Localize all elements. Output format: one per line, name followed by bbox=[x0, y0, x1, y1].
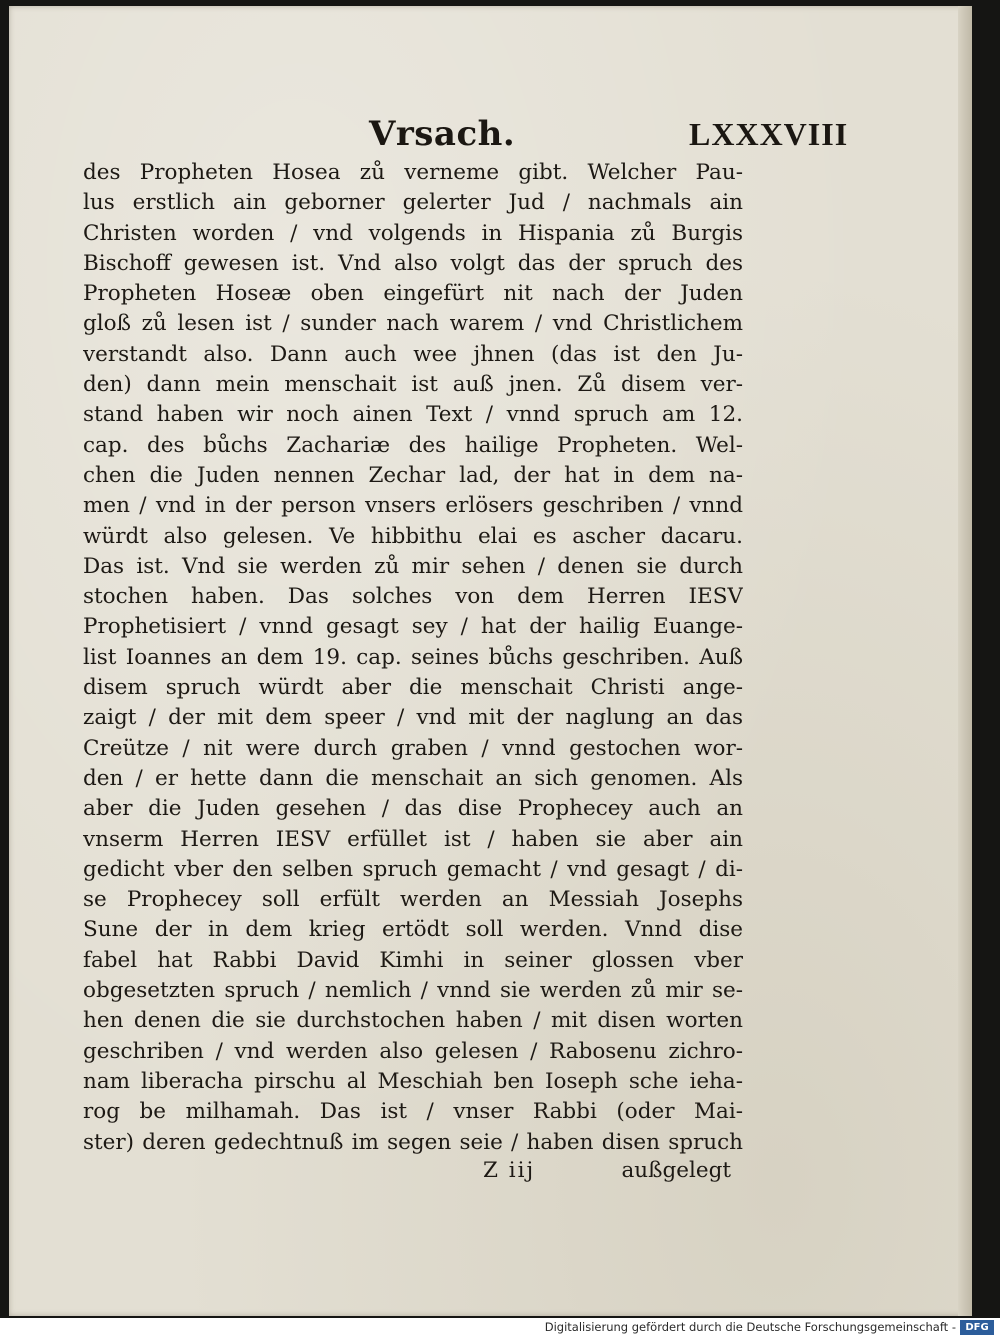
text-line: aber die Juden gesehen / das dise Prophecey auch an bbox=[83, 796, 743, 822]
text-line: stand haben wir noch ainen Text / vnnd spruch am 12. bbox=[83, 402, 743, 428]
text-line: Creütze / nit were durch graben / vnnd gestochen wor- bbox=[83, 735, 743, 761]
text-line: nam liberacha pirschu al Meschiah ben Ioseph sche ieha- bbox=[83, 1068, 743, 1094]
text-line: list Ioannes an dem 19. cap. seines bůchs geschriben. Auß bbox=[83, 644, 743, 670]
body-text bbox=[83, 158, 743, 1158]
text-line: gedicht vber den selben spruch gemacht / vnd gesagt / di- bbox=[83, 856, 743, 882]
text-line: disem spruch würdt aber die menschait Christi ange- bbox=[83, 675, 743, 701]
text-line: Bischoff gewesen ist. Vnd also volgt das der spruch des bbox=[83, 250, 743, 276]
text-line: se Prophecey soll erfült werden an Messiah Josephs bbox=[83, 887, 743, 913]
dfg-logo-icon: DFG bbox=[960, 1320, 994, 1335]
running-head bbox=[9, 114, 972, 158]
text-line: den) dann mein menschait ist auß jnen. Zů disem ver- bbox=[83, 372, 743, 398]
text-line: Das ist. Vnd sie werden zů mir sehen / denen sie durch bbox=[83, 553, 743, 579]
signature-line bbox=[83, 1158, 743, 1190]
text-line: Propheten Hoseæ oben eingefürt nit nach der Juden bbox=[83, 281, 743, 307]
text-line: ster) deren gedechtnuß im segen seie / haben disen spruch bbox=[83, 1129, 743, 1155]
text-line: Sune der in dem krieg ertödt soll werden. Vnnd dise bbox=[83, 917, 743, 943]
text-line: gloß zů lesen ist / sunder nach warem / vnd Christlichem bbox=[83, 311, 743, 337]
text-line: würdt also gelesen. Ve hibbithu elai es ascher dacaru. bbox=[83, 523, 743, 549]
text-line: fabel hat Rabbi David Kimhi in seiner glossen vber bbox=[83, 947, 743, 973]
text-line: Prophetisiert / vnnd gesagt sey / hat der hailig Euange- bbox=[83, 614, 743, 640]
text-line: zaigt / der mit dem speer / vnd mit der naglung an das bbox=[83, 705, 743, 731]
running-title: Vrsach. bbox=[369, 114, 516, 154]
text-line: stochen haben. Das solches von dem Herren IESV bbox=[83, 584, 743, 610]
text-line: des Propheten Hosea zů verneme gibt. Welcher Pau- bbox=[83, 160, 743, 185]
footer-credit: Digitalisierung gefördert durch die Deutsche Forschungsgemeinschaft - bbox=[544, 1320, 956, 1334]
text-line: hen denen die sie durchstochen haben / mit disen worten bbox=[83, 1008, 743, 1034]
text-line: rog be milhamah. Das ist / vnser Rabbi (oder Mai- bbox=[83, 1099, 743, 1125]
catchword: außgelegt bbox=[621, 1158, 731, 1183]
digitization-footer bbox=[0, 1318, 1000, 1338]
page-edge bbox=[958, 6, 972, 1316]
text-line: geschriben / vnd werden also gelesen / Rabosenu zichro- bbox=[83, 1038, 743, 1064]
text-line: men / vnd in der person vnsers erlösers geschriben / vnnd bbox=[83, 493, 743, 519]
signature-mark: Z iij bbox=[483, 1158, 536, 1183]
text-line: verstandt also. Dann auch wee jhnen (das ist den Ju- bbox=[83, 341, 743, 367]
text-line: den / er hette dann die menschait an sich genomen. Als bbox=[83, 765, 743, 791]
text-line: lus erstlich ain geborner gelerter Jud / nachmals ain bbox=[83, 190, 743, 216]
text-line: cap. des bůchs Zachariæ des hailige Propheten. Wel- bbox=[83, 432, 743, 458]
text-line: chen die Juden nennen Zechar lad, der hat in dem na- bbox=[83, 462, 743, 488]
text-line: vnserm Herren IESV erfüllet ist / haben sie aber ain bbox=[83, 826, 743, 852]
text-line: Christen worden / vnd volgends in Hispania zů Burgis bbox=[83, 220, 743, 246]
text-line: obgesetzten spruch / nemlich / vnnd sie werden zů mir se- bbox=[83, 978, 743, 1004]
folio-number: LXXXVIII bbox=[689, 116, 849, 152]
book-page bbox=[9, 6, 972, 1316]
